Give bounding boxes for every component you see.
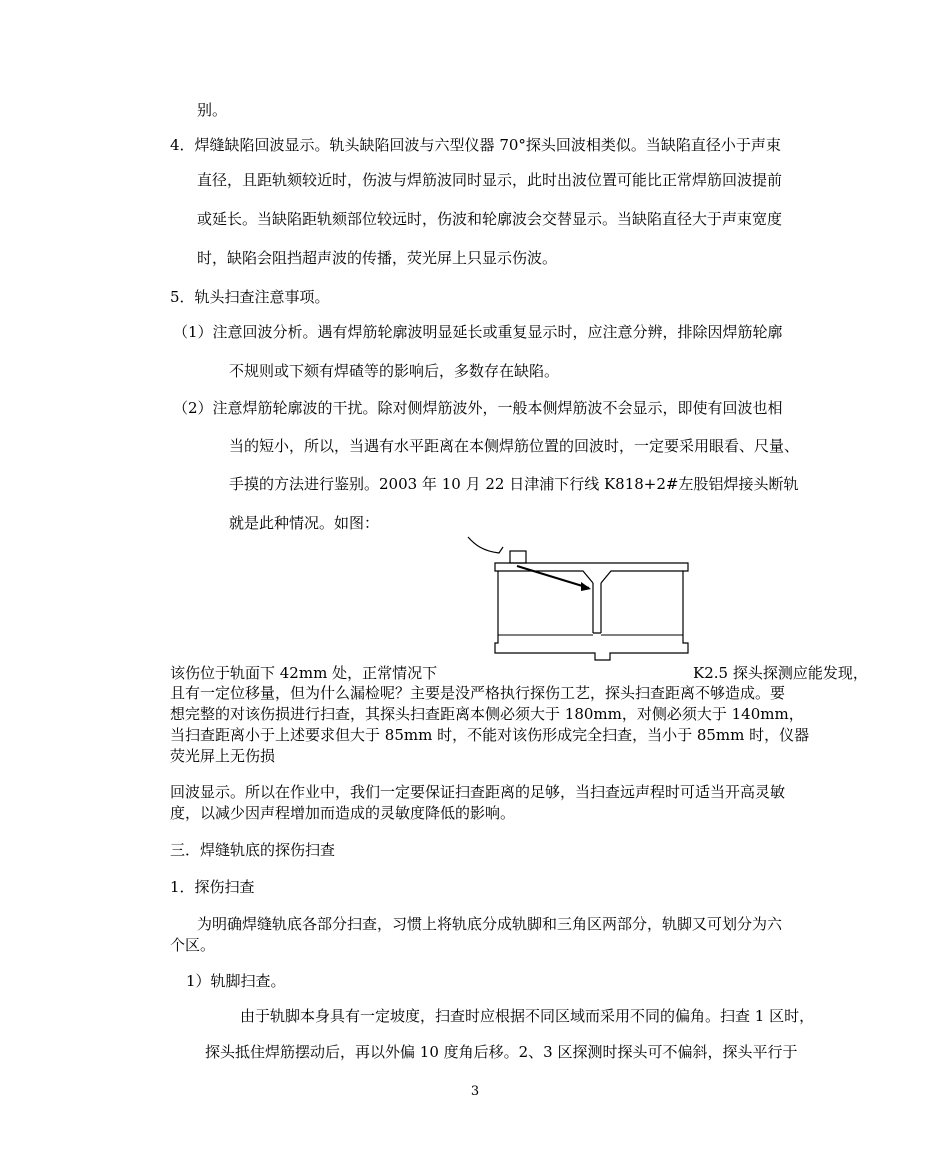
page-number: 3 <box>470 1084 480 1099</box>
text-line-6: 5．轨头扫查注意事项。 <box>170 288 330 306</box>
text-line-7: （1）注意回波分析。遇有焊筋轮廓波明显延长或重复显示时，应注意分辨，排除因焊筋轮廓 <box>173 323 783 341</box>
text-line-18: 回波显示。所以在作业中，我们一定要保证扫查距离的足够，当扫查远声程时可适当开高灵敏 <box>170 783 786 801</box>
text-line-17: 荧光屏上无伤损 <box>170 747 276 765</box>
rail-head-line <box>498 571 683 583</box>
rail-outline <box>495 563 688 660</box>
text-line-2: 4．焊缝缺陷回波显示。轨头缺陷回波与六型仪器 70°探头回波相类似。当缺陷直径小于声束 <box>170 136 781 154</box>
text-line-12: 就是此种情况。如图： <box>229 514 380 532</box>
text-line-3: 直径，且距轨颏较近时，伤波与焊筋波同时显示，此时出波位置可能比正常焊筋回波提前 <box>197 171 783 189</box>
text-line-4: 或延长。当缺陷距轨颏部位较远时，伤波和轮廓波会交替显示。当缺陷直径大于声束宽度 <box>197 210 783 228</box>
text-line-13b: K2.5 探头探测应能发现， <box>693 664 868 682</box>
text-line-10: 当的短小，所以，当遇有水平距离在本侧焊筋位置的回波时，一定要采用眼看、尺量、 <box>229 437 800 455</box>
text-line-25: 由于轨脚本身具有一定坡度，扫查时应根据不同区域而采用不同的偏角。扫查 1 区时， <box>240 1007 815 1025</box>
text-line-14: 且有一定位移量，但为什么漏检呢？主要是没严格执行探伤工艺，探头扫查距离不够造成。要 <box>170 684 786 702</box>
probe-curve <box>468 537 503 553</box>
text-line-9: （2）注意焊筋轮廓波的干扰。除对侧焊筋波外，一般本侧焊筋波不会显示，即使有回波也相 <box>173 399 783 417</box>
text-line-22: 为明确焊缝轨底各部分扫查，习惯上将轨底分成轨脚和三角区两部分，轨脚又可划分为六 <box>197 915 783 933</box>
text-line-23: 个区。 <box>170 936 216 954</box>
text-line-16: 当扫查距离小于上述要求但大于 85mm 时，不能对该伤形成完全扫查，当小于 85mm 时，仪器 <box>170 726 810 744</box>
text-line-24: 1）轨脚扫查。 <box>186 972 286 990</box>
text-line-26: 探头抵住焊筋摆动后，再以外偏 10 度角后移。2、3 区探测时探头可不偏斜，探头平行于 <box>205 1043 798 1061</box>
text-line-8: 不规则或下颏有焊碴等的影响后，多数存在缺陷。 <box>229 362 560 380</box>
weld-seam <box>593 583 601 633</box>
text-line-15: 想完整的对该伤损进行扫查，其探头扫查距离本侧必须大于 180mm，对侧必须大于 140mm， <box>170 705 804 723</box>
text-line-1: 别。 <box>197 101 228 119</box>
section-heading: 三．焊缝轨底的探伤扫查 <box>170 841 336 859</box>
text-line-13: 该伤位于轨面下 42mm 处，正常情况下 <box>170 664 438 682</box>
sound-beam <box>517 566 589 588</box>
probe-block <box>510 551 526 563</box>
beam-arrowhead <box>581 582 591 591</box>
text-line-19: 度，以减少因声程增加而造成的灵敏度降低的影响。 <box>170 804 516 822</box>
text-line-11: 手摸的方法进行鉴别。2003 年 10 月 22 日津浦下行线 K818+2#左股铝焊接头断轨 <box>229 475 799 493</box>
subsection-heading: 1．探伤扫查 <box>170 878 255 896</box>
rail-weld-diagram <box>465 533 690 665</box>
text-line-5: 时，缺陷会阻挡超声波的传播，荧光屏上只显示伤波。 <box>197 249 558 267</box>
